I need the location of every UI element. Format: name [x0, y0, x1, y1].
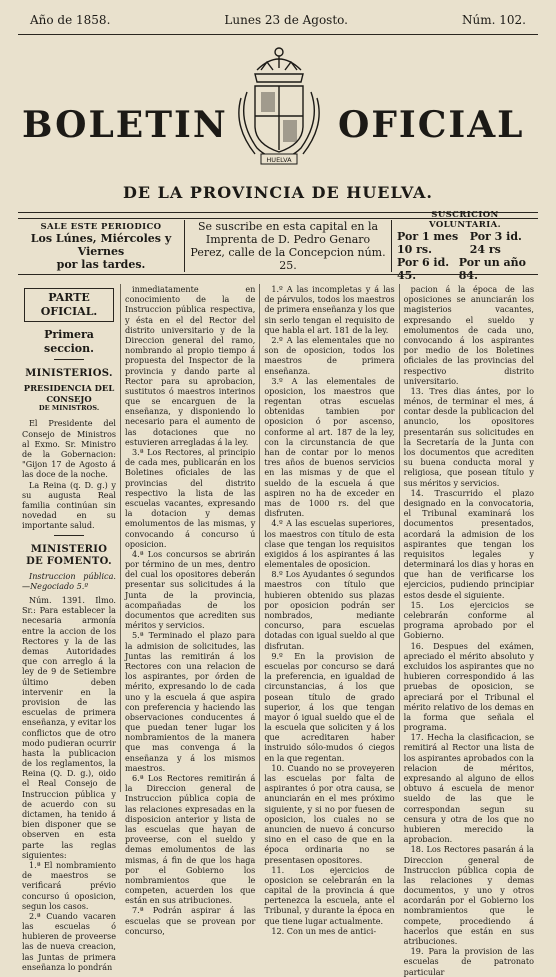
column-1	[18, 284, 120, 972]
masthead-word-boletin: BOLETIN	[22, 104, 228, 146]
subscribe-text: Se suscribe en esta capital en la Imprenta de D. Pedro Genaro Perez, calle de la Concepcion núm. 25.	[190, 219, 386, 273]
column-2	[120, 284, 259, 936]
issue-number: Núm. 102.	[462, 13, 526, 27]
price-row-2	[397, 256, 533, 282]
paragraph: 14. Trascurrido el plazo designado en la convocatoria, el Tribunal examinará los documentos presentados, acordará la admision de los aspirantes que tengan los requisitos legales y determinará los dias y horas en que han de verificarse los ejercicios, pudiendo principiar estos desde el siguiente.	[403, 487, 534, 600]
divider	[54, 535, 84, 536]
paragraph: 4.º A las escuelas superiores, los maestros con título de esta clase que tengan los requisitos exigidos á los aspirantes á las elementales de oposicion.	[264, 518, 395, 570]
divider	[54, 359, 84, 360]
paragraph: 4.ª Los concursos se abrirán por término de un mes, dentro del cual los opositores deberán presentar sus solicitudes á la Junta de la provincia, acompañadas de los documentos que acrediten sus méritos y servicios.	[125, 548, 256, 631]
paragraph: Núm. 1391. Ilmo. Sr.: Para establecer la necesaria armonía entre la accion de los Rectores y la de las demas Autoridades que con arreglo á la ley de 9 de Setiembre último deben intervenir en la provision de las escuelas de primera enseñanza, y evitar los conflictos que de otro modo pudieran ocurrir hasta la publicacion de los reglamentos, la Reina (Q. D. g.), oido el Real Consejo de Instruccion pública y de acuerdo con su dictamen, ha tenido á bien disponer que se observen en esta parte las reglas siguientes:	[22, 595, 116, 860]
paragraph: La Reina (q. D. g.) y su augusta Real familia continúan sin novedad en su importante salud.	[22, 479, 116, 531]
paragraph: 19. Para la provision de las escuelas de patronato particular	[403, 946, 534, 977]
subscription-prices	[392, 209, 538, 283]
section-title: Primera seccion.	[44, 327, 94, 355]
paragraph: 6.ª Los Rectores remitirán á la Direccion general de Instruccion pública copia de las relaciones expresadas en la disposicion anterior y lista de las escuelas que hayan de proveerse, con el sueldo y demas emolumentos de las mismas, á fin de que los haga por el Gobierno los nombramientos que le competen, acuerden los que están en sus atribuciones.	[125, 773, 256, 906]
paragraph: 18. Los Rectores pasarán á la Direccion general de Instruccion pública copia de las relaciones y demas documentos, y uno y otros acordarán por el Gobierno los nombramientos que le compete, procediendo á hacerlos que están en sus atribuciones.	[403, 844, 534, 946]
top-rule	[18, 34, 538, 35]
paragraph: 17. Hecha la clasificacion, se remitirá al Rector una lista de los aspirantes aprobados con la relacion de méritos, expresando al alguno de ellos obtuvo á escuela de menor sueldo de las que le correspondan segun su censura y otra de los que no hubieren merecido la aprobacion.	[403, 732, 534, 845]
paragraph: 5.ª Terminado el plazo para la admision de solicitudes, las Juntas las remitirán á los Rectores con una relacion de los aspirantes, por órden de mérito, expresando lo de cada uno y la escuela á que aspira con preferencia y haciendo las observaciones conducentes á que puedan tener lugar los nombramientos de la manera que mas convenga á la enseñanza y á los mismos maestros.	[125, 630, 256, 773]
paragraph: 2.ª Cuando vacaren las escuelas ó hubieren de proveerse las de nueva creacion, las Juntas de primera enseñanza lo pondrán	[22, 910, 116, 972]
column-3	[259, 284, 398, 936]
paragraph: 1.º A las incompletas y á las de párvulos, todos los maestros de primera enseñanza y los que sin serlo tengan el requisito de que habla el art. 181 de la ley.	[264, 284, 395, 335]
issue-date: Lunes 23 de Agosto.	[224, 13, 348, 27]
price-6-months: Por 6 id. 45.	[397, 256, 450, 283]
paragraph: 15. Los ejercicios se celebrarán conforme al programa aprobado por el Gobierno.	[403, 599, 534, 641]
coat-of-arms-icon	[227, 40, 331, 172]
publication-schedule	[18, 220, 185, 272]
masthead-word-oficial: OFICIAL	[338, 104, 525, 146]
info-bottom-rule	[18, 274, 538, 275]
price-3-months: Por 3 id. 24 rs	[469, 229, 522, 256]
paragraph: pacion á la época de las oposiciones se anunciarán los magisterios vacantes, expresando el sueldo y emolumentos de cada uno, convocando á los aspirantes por medio de los Boletines oficiales de las provincias del respectivo distrito universitario.	[403, 284, 534, 386]
article-columns	[18, 284, 538, 977]
paragraph: 1.ª El nombramiento de maestros se verificará prévio concurso ú oposicion, segun los casos.	[22, 859, 116, 911]
column-4	[399, 284, 538, 977]
periodic-days: Los Lúnes, Miércoles y Viernes	[30, 231, 172, 258]
price-1-year: Por un año 84.	[458, 256, 527, 283]
periodic-heading: SALE ESTE PERIODICO	[40, 221, 162, 232]
ministry-heading: MINISTERIO DE FOMENTO.	[26, 543, 112, 568]
paragraph: 8.º Los Ayudantes ó segundos maestros con título que hubieren obtenido sus plazas por oposicion podrán ser nombrados, mediante concurso, para escuelas dotadas con igual sueldo al que disfrutan.	[264, 569, 395, 651]
paragraph: 12. Con un mes de antici-	[271, 925, 377, 936]
presidency-heading: PRESIDENCIA DEL CONSEJO	[23, 383, 115, 404]
price-1-month: Por 1 mes 10 rs.	[397, 229, 459, 256]
header-top-line	[30, 10, 526, 30]
masthead-subtitle: DE LA PROVINCIA DE HUELVA.	[123, 183, 433, 202]
paragraph: 2.º A las elementales que no son de oposicion, todos los maestros de primera enseñanza.	[264, 334, 395, 376]
paragraph: 3.ª Los Rectores, al principio de cada mes, publicarán en los Boletines oficiales de las provincias del distrito respectivo la lista de las escuelas vacantes, expresando la dotacion y demas emolumentos de las mismas, y convocando á concurso ú oposicion.	[125, 447, 256, 549]
crest-motto: HUELVA	[266, 156, 292, 164]
paragraph: 10. Cuando no se proveyeren las escuelas por falta de aspirantes ó por otra causa, se anunciarán en el mes próximo siguiente, y si no por fuesen de oposicion, los cuales no se anuncien de nuevo á concurso sino en el caso de que en la época ordinaria no se presentasen opositores.	[264, 762, 395, 865]
subscription-heading: SUSCRICION VOLUNTARIA.	[429, 209, 501, 230]
paragraph: El Presidente del Consejo de Ministros al Exmo. Sr. Ministro de la Gobernacion: "Gijon 17 de Agosto á las doce de la noche.	[22, 418, 116, 480]
paragraph: 11. Los ejercicios de oposicion se celebrarán en la capital de la provincia á que pertenezca la escuela, ante el Tribunal, y durante la época en que tiene lugar actualmente.	[264, 864, 395, 926]
official-part-title: PARTE OFICIAL.	[24, 288, 114, 322]
price-row-1	[397, 230, 533, 256]
issue-year: Año de 1858.	[30, 13, 111, 27]
info-top-rule	[18, 218, 538, 219]
paragraph: 16. Despues del exámen, apreciado el mérito absoluto y excluidos los aspirantes que no hubieren correspondido á las pruebas de oposicion, se apreciará por el Tribunal el mérito relativo de los demas en la forma que señala el programa.	[403, 640, 534, 733]
paragraph: 3.º A las elementales de oposicion, los maestros que regentan otras escuelas obtenidas tambien por oposicion ó por ascenso, conforme al art. 187 de la ley, con la circunstancia de que han de contar por lo menos tres años de buenos servicios en las mismas y de que el sueldo de la escuela á que aspiren no ha de exceder en mas de 1000 rs. del que disfruten.	[264, 375, 395, 519]
info-bar	[18, 209, 538, 283]
paragraph: 13. Tres dias ántes, por lo ménos, de terminar el mes, á contar desde la publicacion del anuncio, los opositores presentarán sus solicitudes en la Secretaría de la Junta con los documentos que acrediten su buena conducta moral y religiosa, que posean título y sus méritos y servicios.	[403, 385, 534, 488]
subscription-address	[185, 220, 392, 272]
periodic-time: por las tardes.	[56, 257, 146, 271]
paragraph: 7.ª Podrán aspirar á las escuelas que se provean por concurso,	[125, 905, 256, 936]
paragraph: inmediatamente en conocimiento de la de Instruccion pública respectiva, y ésta en el del Rector del distrito universitario y de la Direccion general del ramo, nombrando al propio tiempo á propuesta del Inspector de la provincia y dando parte al Rector para su aprobacion, sustitutos ó maestros interinos que se encarguen de la enseñanza, y disponiendo lo necesario para el aumento de las dotaciones que no estuvieren arregladas á la ley.	[125, 284, 256, 447]
paragraph: Instruccion pública.—Negociado 5.º	[22, 570, 116, 591]
ministries-heading: MINISTERIOS.	[25, 368, 113, 380]
paragraph: 9.º En la provision de escuelas por concurso se dará la preferencia, en igualdad de circunstancias, á los que posean título de grado superior, á los que tengan mayor ó igual sueldo que el de la escuela que soliciten y á los que acreditaren haber instruido sólo-mudos ó ciegos en la que regentan.	[264, 650, 395, 763]
presidency-subheading: DE MINISTROS.	[38, 404, 100, 413]
